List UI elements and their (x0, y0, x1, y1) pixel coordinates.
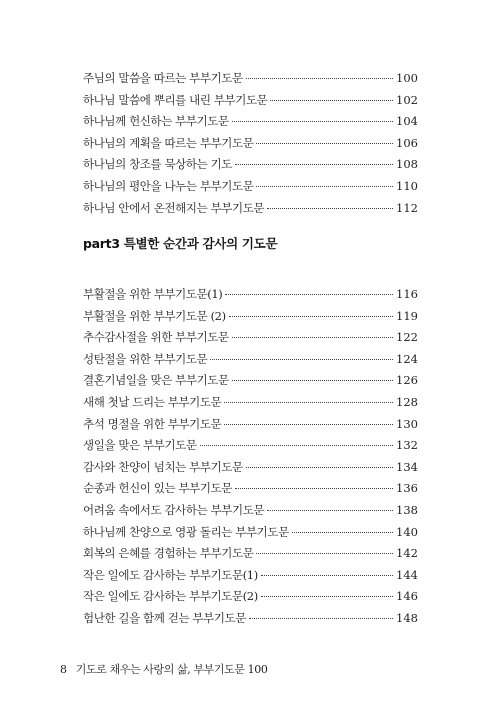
toc-entry (83, 113, 418, 135)
toc-list-part3 (83, 286, 418, 632)
toc-entry-page: 134 (396, 459, 418, 474)
toc-dot-leader (256, 142, 393, 144)
toc-entry-page: 130 (396, 416, 418, 431)
toc-dot-leader (232, 336, 393, 338)
toc-entry-title: 생일을 맞은 부부기도문 (83, 438, 197, 453)
footer-page-number: 8 (60, 663, 67, 676)
toc-entry-title: 새해 첫날 드리는 부부기도문 (83, 394, 222, 409)
toc-dot-leader (229, 315, 393, 317)
toc-entry (83, 329, 418, 351)
toc-dot-leader (235, 487, 393, 489)
toc-entry-page: 140 (396, 524, 418, 539)
toc-entry-title: 부활절을 위한 부부기도문 (2) (83, 308, 226, 323)
toc-dot-leader (232, 379, 393, 381)
toc-dot-leader (210, 358, 393, 360)
toc-entry (83, 502, 418, 524)
toc-entry-title: 작은 일에도 감사하는 부부기도문(2) (83, 589, 258, 604)
toc-entry-page: 148 (396, 610, 418, 625)
toc-entry-page: 128 (396, 394, 418, 409)
toc-dot-leader (246, 466, 393, 468)
toc-entry-title: 하나님의 평안을 나누는 부부기도문 (83, 178, 254, 193)
toc-entry-page: 122 (396, 330, 418, 345)
toc-dot-leader (246, 77, 393, 79)
toc-dot-leader (235, 163, 393, 165)
toc-entry-page: 116 (396, 287, 418, 301)
toc-entry-title: 주님의 말씀을 따르는 부부기도문 (83, 71, 243, 85)
toc-entry-title: 하나님께 찬양으로 영광 돌리는 부부기도문 (83, 524, 289, 539)
toc-entry (83, 416, 418, 438)
toc-dot-leader (270, 99, 393, 101)
toc-entry-page: 102 (396, 92, 418, 107)
toc-entry (83, 286, 418, 308)
toc-entry (83, 156, 418, 178)
toc-entry (83, 545, 418, 567)
toc-entry-title: 하나님께 헌신하는 부부기도문 (83, 114, 229, 129)
toc-dot-leader (225, 293, 393, 295)
toc-dot-leader (261, 595, 393, 597)
footer-book-title: 기도로 채우는 사랑의 삶, 부부기도문 100 (75, 663, 268, 676)
toc-entry-page: 104 (396, 114, 418, 129)
toc-entry (83, 372, 418, 394)
toc-entry-page: 146 (396, 589, 418, 604)
toc-entry-page: 106 (396, 135, 418, 150)
toc-entry-page: 136 (396, 481, 418, 496)
toc-entry-title: 감사와 찬양이 넘치는 부부기도문 (83, 459, 243, 474)
toc-dot-leader (232, 120, 393, 122)
toc-entry-page: 138 (396, 502, 418, 517)
toc-entry-title: 결혼기념일을 맞은 부부기도문 (83, 373, 229, 388)
toc-entry (83, 459, 418, 481)
toc-dot-leader (224, 423, 393, 425)
toc-entry-page: 108 (396, 157, 418, 172)
toc-list-part2-tail (83, 70, 418, 221)
toc-entry (83, 394, 418, 416)
page-footer (60, 661, 267, 677)
toc-entry-title: 추석 명절을 위한 부부기도문 (83, 416, 222, 431)
toc-entry-title: 추수감사절을 위한 부부기도문 (83, 330, 229, 345)
toc-dot-leader (200, 444, 393, 446)
toc-entry-page: 132 (396, 438, 418, 453)
toc-entry-title: 험난한 길을 함께 걷는 부부기도문 (83, 610, 246, 625)
toc-entry-title: 작은 일에도 감사하는 부부기도문(1) (83, 567, 258, 582)
toc-entry (83, 200, 418, 222)
toc-entry-title: 하나님 안에서 온전해지는 부부기도문 (83, 200, 265, 215)
toc-entry-title: 하나님의 창조를 묵상하는 기도 (83, 157, 232, 172)
toc-dot-leader (267, 509, 393, 511)
toc-entry-title: 어려움 속에서도 감사하는 부부기도문 (83, 502, 265, 517)
toc-dot-leader (256, 185, 393, 187)
toc-entry (83, 135, 418, 157)
toc-entry (83, 567, 418, 589)
toc-entry-page: 119 (396, 308, 418, 323)
toc-entry-title: 부활절을 위한 부부기도문(1) (83, 287, 223, 301)
toc-dot-leader (261, 574, 393, 576)
toc-dot-leader (267, 207, 393, 209)
toc-entry-page: 110 (396, 178, 418, 193)
toc-entry (83, 70, 418, 92)
toc-entry-title: 순종과 헌신이 있는 부부기도문 (83, 481, 232, 496)
section-heading-part3: part3 특별한 순간과 감사의 기도문 (83, 236, 278, 251)
toc-entry-page: 100 (396, 71, 418, 85)
toc-dot-leader (224, 401, 393, 403)
toc-dot-leader (292, 531, 393, 533)
toc-dot-leader (249, 617, 393, 619)
toc-entry-title: 하나님의 계획을 따르는 부부기도문 (83, 135, 254, 150)
toc-entry (83, 178, 418, 200)
toc-entry (83, 480, 418, 502)
toc-entry (83, 588, 418, 610)
toc-entry (83, 610, 418, 632)
toc-entry (83, 524, 418, 546)
toc-entry (83, 437, 418, 459)
toc-entry (83, 92, 418, 114)
toc-entry-page: 126 (396, 373, 418, 388)
toc-entry-page: 142 (396, 546, 418, 561)
toc-entry (83, 308, 418, 330)
toc-entry-title: 회복의 은혜를 경험하는 부부기도문 (83, 546, 254, 561)
toc-entry-page: 112 (396, 200, 418, 215)
toc-entry (83, 351, 418, 373)
toc-entry-title: 성탄절을 위한 부부기도문 (83, 351, 208, 366)
toc-dot-leader (256, 552, 393, 554)
toc-entry-page: 144 (396, 567, 418, 582)
toc-entry-title: 하나님 말씀에 뿌리를 내린 부부기도문 (83, 92, 268, 107)
toc-entry-page: 124 (396, 351, 418, 366)
